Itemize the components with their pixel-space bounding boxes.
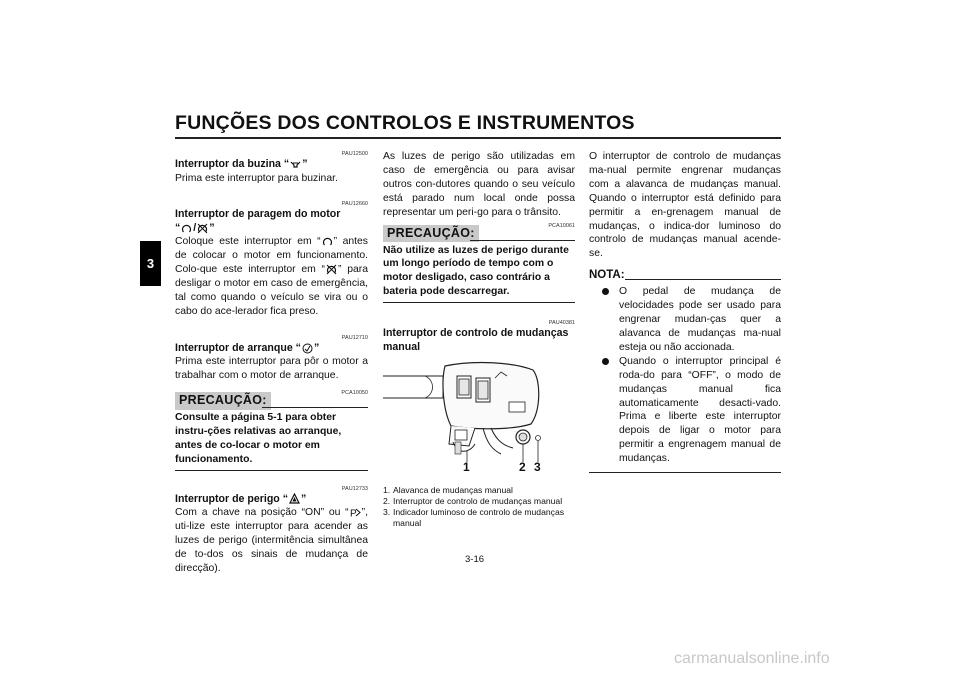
caption-num: 3. [383,507,391,518]
caption-item [383,496,575,507]
heading-text: “ [175,221,181,234]
caption-text: Alavanca de mudanças manual [393,485,513,496]
caution-end-rule [175,470,368,471]
horn-switch-heading [175,158,368,172]
heading-text: / [193,221,197,234]
horn-body: Prima este interruptor para buzinar. [175,172,338,184]
bullet-dot [602,358,609,365]
caption-num: 1. [383,485,391,496]
caption-item [383,507,575,529]
caution-text: Consulte a página 5-1 para obter instru-ções relativas ao arranque, antes de co-locar o motor em funcionamento. [175,412,342,465]
column-2 [383,150,575,529]
section-code: PAU12710 [341,334,368,341]
horn-icon [290,159,301,170]
hazard-switch-heading [175,493,368,507]
section-code: PAU12500 [341,151,368,157]
engine-run-icon [181,223,192,234]
note-header [589,269,781,285]
bullet-dot [602,288,609,295]
note-end-rule [589,472,781,473]
start-switch-heading [175,342,368,356]
page-title: FUNÇÕES DOS CONTROLOS E INSTRUMENTOS [175,112,635,134]
heading-text: Interruptor de arranque “ [175,341,301,354]
heading-text: ” [313,341,320,354]
bullet-text: Quando o interruptor principal é roda-do para “OFF”, o modo de mudanças manual fica automaticamente desacti-vado. Prima e liberte este interruptor depois de ligar o motor para permitir a engrenagem manual de mudanças. [619,355,781,465]
caption-num: 2. [383,496,391,507]
heading-text: ” [301,492,307,505]
heading-text: Interruptor de perigo “ [175,492,289,505]
caution-code: PCA10050 [341,390,368,397]
section-code: PAU12660 [341,201,368,208]
caption-text: Interruptor de controlo de mudanças manual [393,496,563,507]
caution-label: PRECAUÇÃO: [383,225,479,243]
shift-switch-body: O interruptor de controlo de mudanças ma-nual permite engrenar mudanças com a alavanca de mudanças manual. Quando o interruptor está definido para permitir a en-grenagem manual de mudanças, o indica-dor luminoso do controlo de mudanças manual acende-se. [589,151,781,260]
body-text: Coloque este interruptor em “ [175,236,321,248]
hazard-switch-body [175,506,368,576]
section-code: PAU40381 [548,320,575,327]
caution-rule [470,240,575,241]
shift-switch-heading: Interruptor de controlo de mudanças manual [383,327,569,353]
engine-run-icon [322,236,333,247]
chapter-tab: 3 [140,241,161,286]
caution-rule [262,407,368,408]
engine-stop-icon [326,264,337,275]
watermark: carmanualsonline.info [674,650,830,667]
svg-text:P: P [349,508,357,519]
parking-p-icon [350,507,361,518]
caution-label: PRECAUÇÃO: [175,392,271,410]
note-rule [625,279,781,280]
page-number: 3-16 [465,554,485,565]
note-label: NOTA: [589,269,625,282]
body-text: Com a chave na posição “ON” ou “ [175,507,349,519]
figure-captions [383,485,575,529]
body-text: ” para desligar o motor em caso de emergência, tal como quando o veículo se vira ou o cabo do ace-lerador fica preso. [175,264,368,317]
engine-stop-icon [197,223,208,234]
title-rule [175,137,781,139]
note-bullet [589,285,781,355]
column-3 [589,150,781,473]
callout-3: 3 [534,460,541,475]
caution-text: Não utilize as luzes de perigo durante um longo período de tempo com o motor desligado, caso contrário a bateria pode descarregar. [383,244,569,298]
hazard-icon [289,493,300,504]
stop-switch-heading: Interruptor de paragem do motor [175,208,341,221]
handlebar-illustration [383,358,575,481]
body-text: ” antes de colocar o motor em funcionamento. Colo-que este interruptor em “ [175,236,368,276]
stop-switch-symbols [175,222,368,236]
caution-code: PCA10061 [548,222,575,229]
heading-text: Interruptor da buzina “ [175,158,290,170]
bullet-text: O pedal de mudança de velocidades pode ser usado para engrenar mudan-ças quer a alavanca de mudanças ma-nual esteja ou não accionada. [619,286,781,353]
heading-text: ” [209,221,215,234]
stop-switch-body [175,235,368,318]
caption-text: Indicador luminoso de controlo de mudanças manual [393,507,565,529]
body-text: ”, uti-lize este interruptor para acender as luzes de perigo (intermitência simultânea de to-dos os sinais de mudança de direcção). [175,507,368,574]
caption-item [383,485,575,496]
start-switch-body: Prima este interruptor para pôr o motor a trabalhar com o motor de arranque. [175,356,368,382]
callout-2: 2 [519,460,526,475]
handlebar-figure [383,358,575,481]
section-code: PAU12733 [341,485,368,492]
heading-text: ” [302,158,308,170]
callout-1: 1 [463,460,470,475]
note-bullet [589,355,781,466]
start-icon [302,343,313,354]
column-1 [175,150,368,576]
caution-header [383,222,575,244]
hazard-usage-body: As luzes de perigo são utilizadas em caso de emergência ou para avisar outros con-dutores quando o seu veículo está parado num local onde possa representar um peri-go para o trânsito. [383,151,575,218]
caution-header [175,389,368,411]
caution-end-rule [383,302,575,303]
